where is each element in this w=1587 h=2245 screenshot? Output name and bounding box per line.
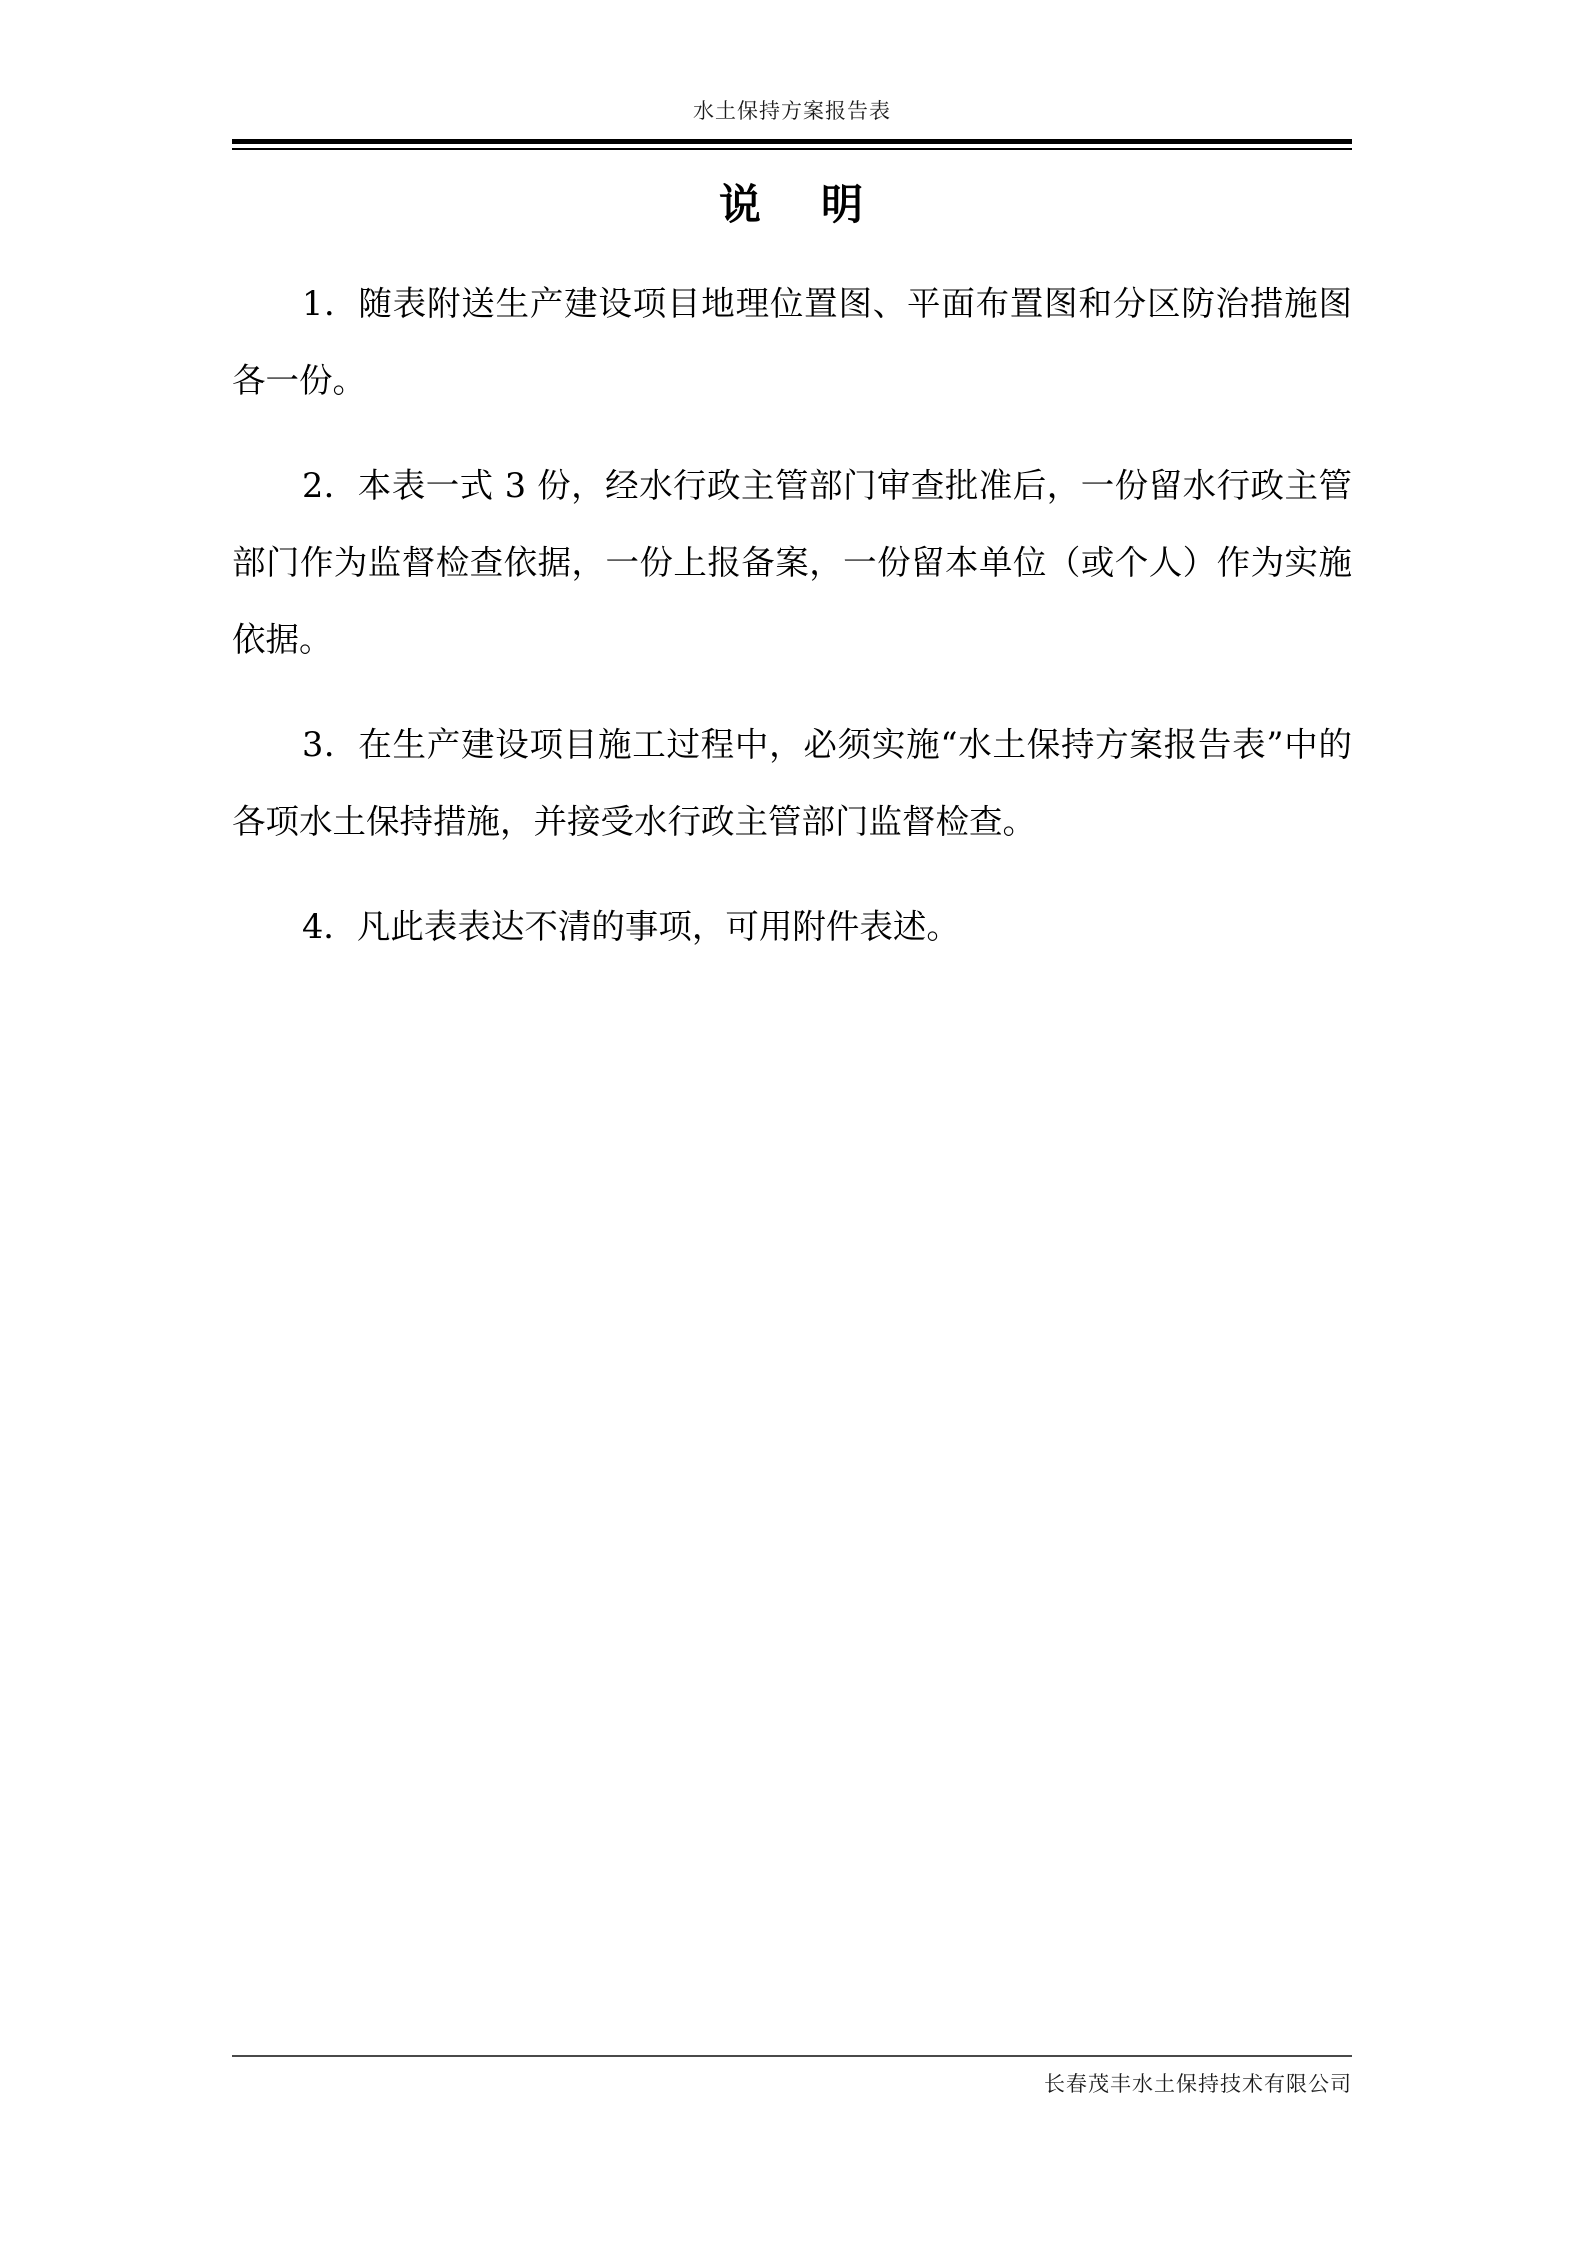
running-title: 水土保持方案报告表 [693,99,891,123]
paragraph-4: 4．凡此表表达不清的事项，可用附件表述。 [302,907,960,946]
footer-rule [232,2055,1352,2057]
header-rule-thin [232,148,1352,150]
paragraph-1: 1．随表附送生产建设项目地理位置图、平面布置图和分区防治措施图各一份。 [232,284,1352,400]
page-header [232,95,1352,125]
footer-company-name: 长春茂丰水土保持技术有限公司 [1044,2072,1352,2096]
page-footer [232,2068,1352,2098]
page-content [232,0,1352,2245]
page-title [232,172,1352,232]
page-title-left: 说 [718,180,763,229]
page-title-right: 明 [821,180,866,229]
header-rule-thick [232,139,1352,144]
paragraph-3: 3．在生产建设项目施工过程中，必须实施“水土保持方案报告表”中的各项水土保持措施，并接受水行政主管部门监督检查。 [232,725,1352,841]
paragraph-2: 2．本表一式 3 份，经水行政主管部门审查批准后，一份留水行政主管部门作为监督检查依据，一份上报备案，一份留本单位（或个人）作为实施依据。 [232,466,1352,659]
body-text [232,265,1352,965]
